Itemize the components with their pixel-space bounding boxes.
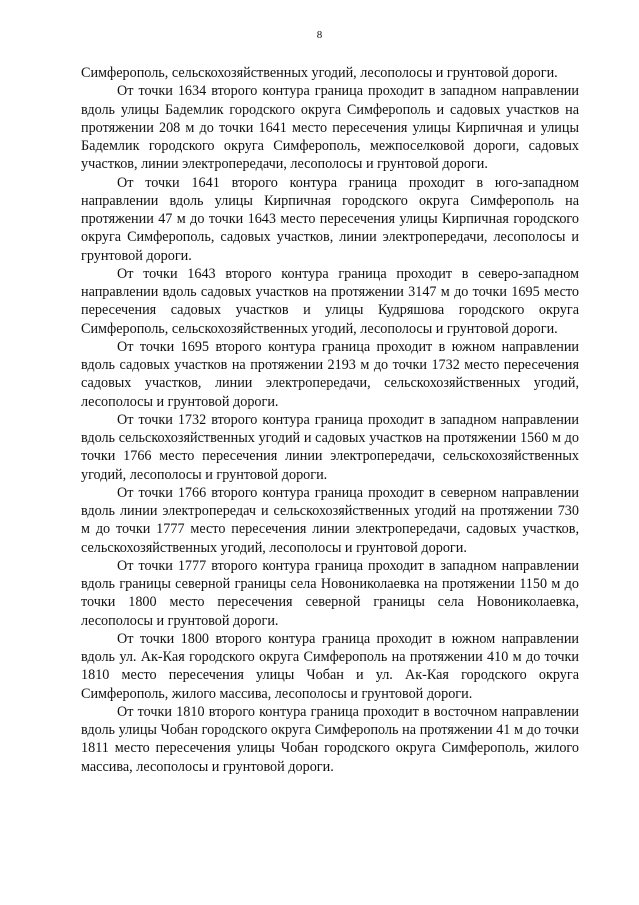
paragraph-point-1777: От точки 1777 второго контура граница проходит в западном направлении вдоль границы северной границы села Новониколаевка на протяжении 1150 м до точки 1800 место пересечения северной границы села Новониколаевка, лесополосы и грунтовой дороги. [81, 557, 579, 629]
paragraph-point-1641: От точки 1641 второго контура граница проходит в юго-западном направлении вдоль улицы Кирпичная городского округа Симферополь на протяжении 47 м до точки 1643 место пересечения улицы Кирпичная городского округа Симферополь, садовых участков, линии электропередачи, лесополосы и грунтовой дороги. [81, 174, 579, 264]
paragraph-point-1732: От точки 1732 второго контура граница проходит в западном направлении вдоль сельскохозяйственных угодий и садовых участков на протяжении 1560 м до точки 1766 место пересечения линии электропередачи, сельскохозяйственных угодий, лесополосы и грунтовой дороги. [81, 411, 579, 483]
paragraph-point-1695: От точки 1695 второго контура граница проходит в южном направлении вдоль садовых участков на протяжении 2193 м до точки 1732 место пересечения садовых участков, линии электропередачи, сельскохозяйственных угодий, лесополосы и грунтовой дороги. [81, 338, 579, 410]
paragraph-continuation: Симферополь, сельскохозяйственных угодий, лесополосы и грунтовой дороги. [81, 65, 558, 81]
paragraph-point-1634: От точки 1634 второго контура граница проходит в западном направлении вдоль улицы Бадемлик городского округа Симферополь и садовых участков на протяжении 208 м до точки 1641 место пересечения улицы Кирпичная и улицы Бадемлик городского округа Симферополь, межпоселковой дороги, садовых участков, линии электропередачи, лесополосы и грунтовой дороги. [81, 83, 579, 173]
page-number: 8 [316, 29, 323, 41]
paragraph-point-1800: От точки 1800 второго контура граница проходит в южном направлении вдоль ул. Ак-Кая городского округа Симферополь на протяжении 410 м до точки 1810 место пересечения улицы Чобан и ул. Ак-Кая городского округа Симферополь, жилого массива, лесополосы и грунтовой дороги. [81, 630, 579, 702]
paragraph-point-1810: От точки 1810 второго контура граница проходит в восточном направлении вдоль улицы Чобан городского округа Симферополь на протяжении 41 м до точки 1811 место пересечения улицы Чобан городского округа Симферополь, жилого массива, лесополосы и грунтовой дороги. [81, 703, 579, 775]
document-body [81, 64, 579, 776]
paragraph-point-1766: От точки 1766 второго контура граница проходит в северном направлении вдоль линии электропередач и сельскохозяйственных угодий на протяжении 730 м до точки 1777 место пересечения линии электропередачи, садовых участков, сельскохозяйственных угодий, лесополосы и грунтовой дороги. [81, 484, 579, 556]
paragraph-point-1643: От точки 1643 второго контура граница проходит в северо-западном направлении вдоль садовых участков на протяжении 3147 м до точки 1695 место пересечения садовых участков и улицы Кудряшова городского округа Симферополь, сельскохозяйственных угодий, лесополосы и грунтовой дороги. [81, 265, 579, 337]
